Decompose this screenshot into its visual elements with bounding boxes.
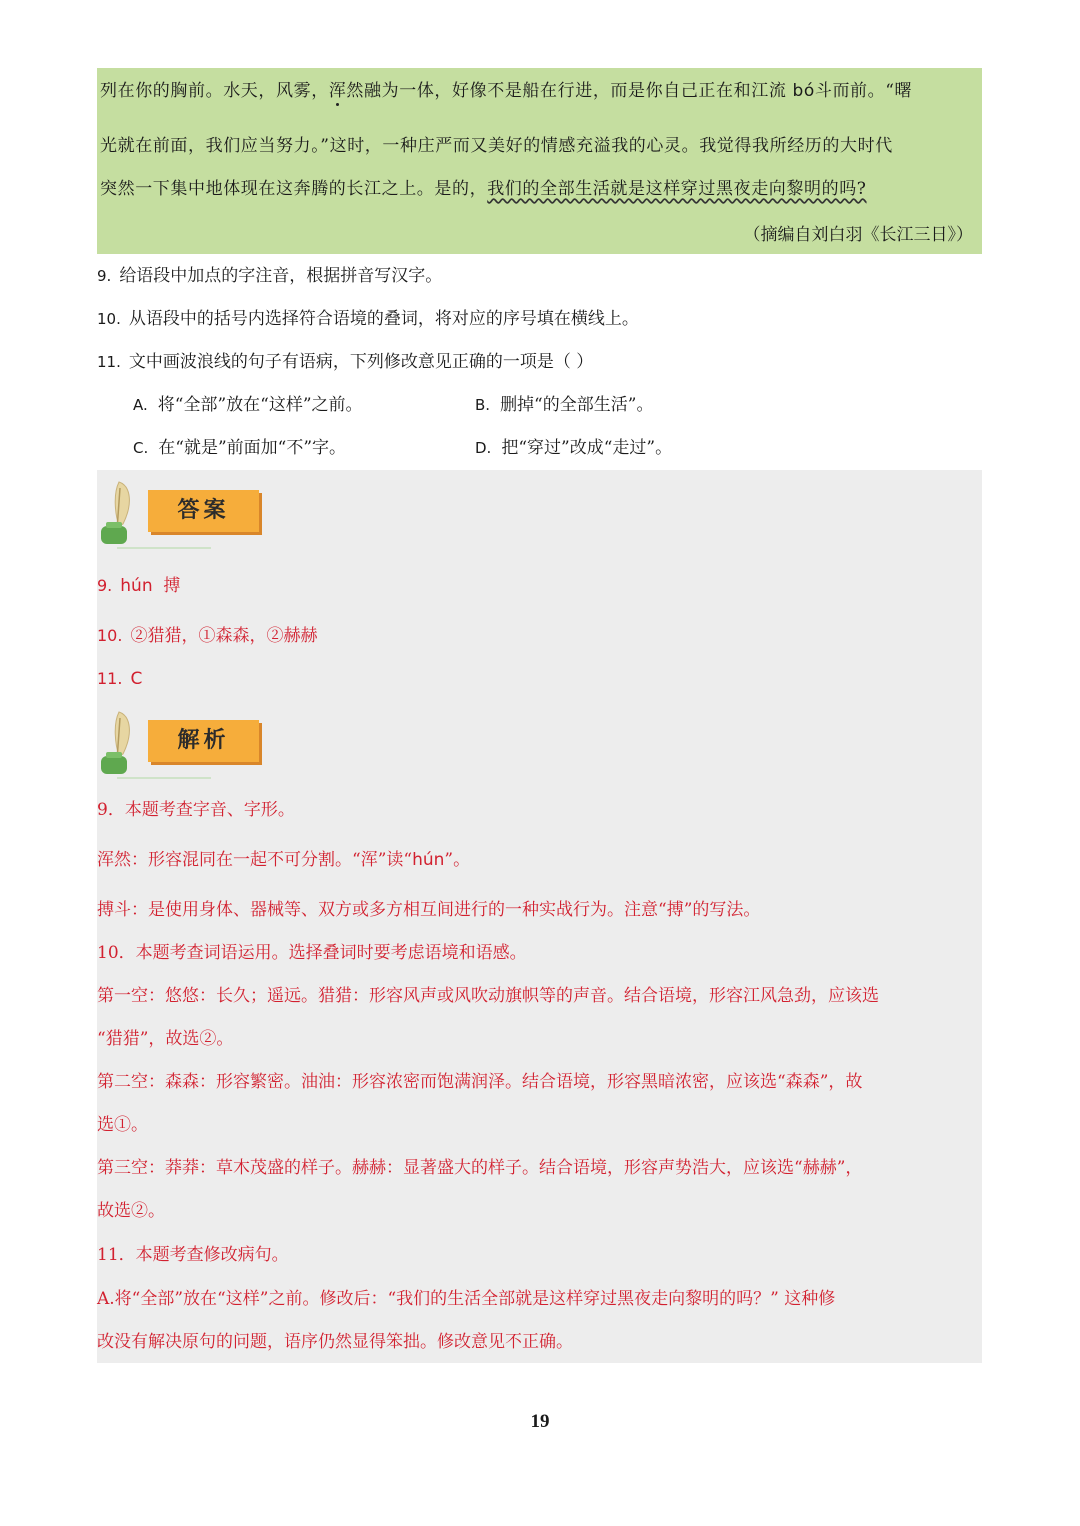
option-text: 把“穿过”改成“走过”。 [501,438,673,458]
passage-text: 斗而前。“曙 [814,81,913,101]
option-b [475,393,653,417]
question-number: 9. [97,267,112,285]
analysis-line: A.将“全部”放在“这样”之前。修改后：“我们的生活全部就是这样穿过黑夜走向黎明的吗？” 这种修 [97,1289,836,1309]
analysis-line: 故选②。 [97,1201,165,1221]
badge-divider [117,547,211,549]
analysis-line: 改没有解决原句的问题，语序仍然显得笨拙。修改意见不正确。 [97,1332,573,1352]
quill-inkpot-icon [97,708,143,778]
dotted-char: 浑 [328,81,347,101]
question-text: 从语段中的括号内选择符合语境的叠词，将对应的序号填在横线上。 [128,309,639,329]
question-number: 11. [97,353,121,371]
answer-text: C [130,669,143,689]
option-text: 删掉“的全部生活”。 [500,395,654,415]
answer-pinyin: hún [120,576,153,596]
passage-line-1 [100,79,912,103]
answer-text: ②猎猎，①森森，②赫赫 [130,626,318,646]
analysis-label: 解析 [148,720,259,762]
question-10 [97,307,639,331]
answer-badge [97,478,267,548]
option-letter: D. [475,439,492,457]
analysis-line: “猎猎”，故选②。 [97,1029,234,1049]
analysis-line: 9．本题考查字音、字形。 [97,800,295,820]
wavy-underlined-sentence: 我们的全部生活就是这样穿过黑夜走向黎明的吗? [487,179,867,199]
answer-char: 搏 [163,576,181,596]
option-letter: C. [133,439,149,457]
analysis-line: 选①。 [97,1115,148,1135]
option-text: 在“就是”前面加“不”字。 [158,438,347,458]
analysis-line: 搏斗：是使用身体、器械等、双方或多方相互间进行的一种实战行为。注意“搏”的写法。 [97,900,761,920]
option-c [133,436,346,460]
badge-divider [117,777,211,779]
option-text: 将“全部”放在“这样”之前。 [157,395,363,415]
analysis-line: 第三空：莽莽：草木茂盛的样子。赫赫：显著盛大的样子。结合语境，形容声势浩大，应该选“赫赫”， [97,1158,863,1178]
answer-label: 答案 [148,490,259,532]
analysis-line: 第二空：森森：形容繁密。油油：形容浓密而饱满润泽。结合语境，形容黑暗浓密，应该选“森森”，故 [97,1072,863,1092]
answer-9 [97,574,180,598]
option-letter: A. [133,396,148,414]
quill-inkpot-icon [97,478,143,548]
analysis-line [97,848,470,872]
option-d [475,436,672,460]
analysis-text: ”。 [444,850,471,870]
page-number: 19 [530,1411,550,1432]
answer-number: 11. [97,669,123,688]
answer-11 [97,667,142,691]
passage-line-2: 光就在前面，我们应当努力。”这时，一种庄严而又美好的情感充溢我的心灵。我觉得我所经历的大时代 [100,136,893,156]
question-11 [97,350,593,374]
passage-text: 列在你的胸前。水天，风雾， [100,81,329,101]
passage-source: （摘编自刘白羽《长江三日》） [743,225,973,245]
passage-line-3 [100,177,867,201]
option-letter: B. [475,396,491,414]
option-a [133,393,363,417]
passage-text: 然融为一体，好像不是船在行进，而是你自己正在和江流 [346,81,793,101]
answer-number: 10. [97,626,123,645]
analysis-line: 11．本题考查修改病句。 [97,1245,289,1265]
analysis-badge [97,708,267,778]
analysis-pinyin: hún [412,850,445,870]
analysis-line: 第一空：悠悠：长久；遥远。猎猎：形容风声或风吹动旗帜等的声音。结合语境，形容江风急劲，应该选 [97,986,879,1006]
question-9 [97,264,442,288]
analysis-text: 浑然：形容混同在一起不可分割。“浑”读“ [97,850,413,870]
answer-number: 9. [97,576,113,595]
question-number: 10. [97,310,121,328]
question-text: 给语段中加点的字注音，根据拼音写汉字。 [119,266,443,286]
pinyin: bó [792,81,815,101]
passage-text: 突然一下集中地体现在这奔腾的长江之上。是的， [100,179,488,199]
answer-10 [97,624,317,648]
analysis-line: 10．本题考查词语运用。选择叠词时要考虑语境和语感。 [97,943,527,963]
question-text: 文中画波浪线的句子有语病，下列修改意见正确的一项是（ ） [128,352,594,372]
